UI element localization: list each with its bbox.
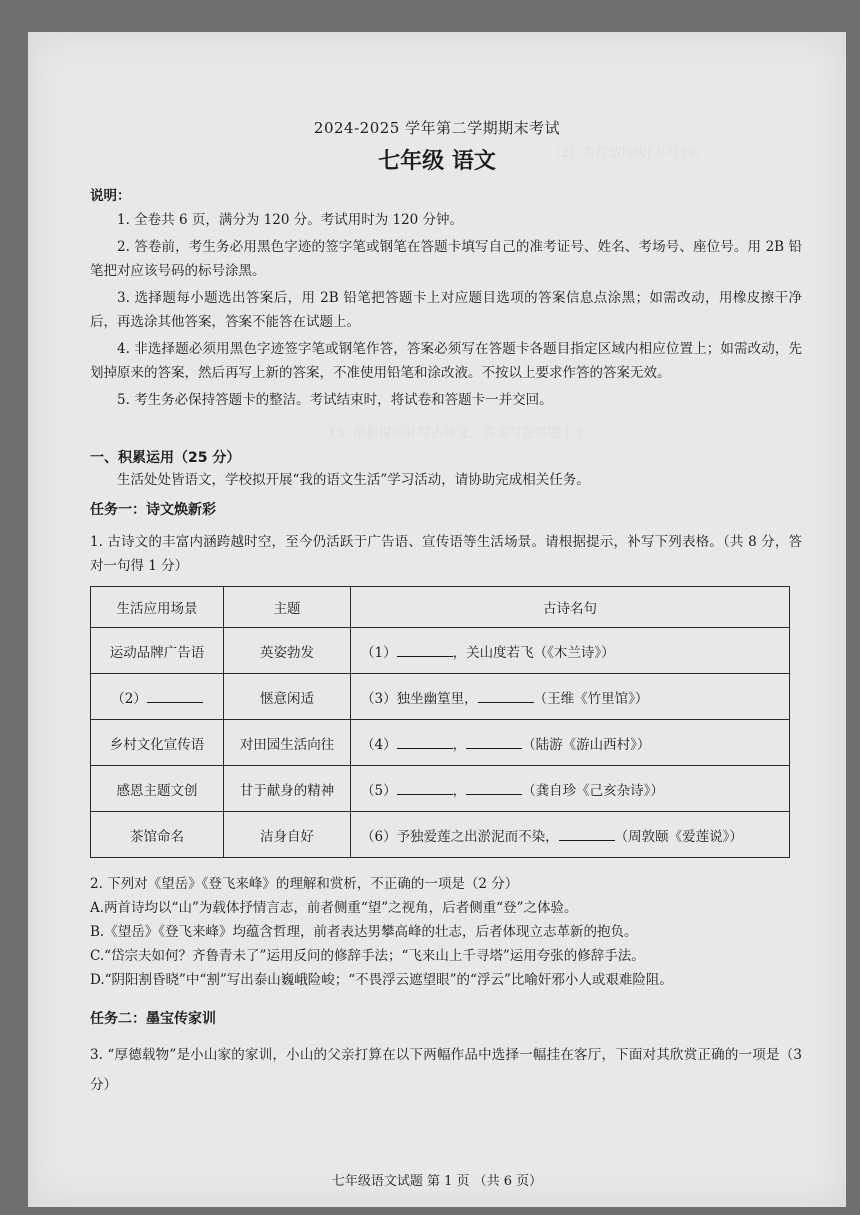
poem-cell <box>351 674 790 720</box>
scene-cell: 茶馆命名 <box>91 812 224 858</box>
poem-text: （5） <box>361 782 397 799</box>
answer-blank[interactable] <box>397 734 453 749</box>
table-header-row <box>91 587 790 628</box>
scene-text: （2） <box>111 690 147 707</box>
table-header: 生活应用场景 <box>91 587 224 628</box>
poem-text: ，关山度若飞（《木兰诗》） <box>452 644 615 661</box>
poem-cell <box>351 812 790 858</box>
task1-title: 任务一：诗文焕新彩 <box>90 502 216 518</box>
bleed-through-text: 15. 根据提示补写古诗文，答案写在答题卡上 <box>328 426 587 441</box>
theme-cell: 对田园生活向往 <box>224 720 351 766</box>
question-2 <box>90 872 802 992</box>
answer-blank[interactable] <box>397 642 453 657</box>
section-heading: 一、积累运用（25 分） <box>90 450 241 466</box>
answer-blank[interactable] <box>147 688 203 703</box>
scene-cell: 感恩主题文创 <box>91 766 224 812</box>
table-row <box>91 720 790 766</box>
scene-cell: 乡村文化宣传语 <box>91 720 224 766</box>
instruction-item: 3. 选择题每小题选出答案后，用 2B 铅笔把答题卡上对应题目选项的答案信息点涂黑；如需改动，用橡皮擦干净后，再选涂其他答案，答案不能答在试题上。 <box>90 290 802 330</box>
poem-text: （龚自珍《己亥杂诗》） <box>522 782 664 799</box>
bleed-through-text: （2）为打造班级门户口示 <box>548 146 700 161</box>
exam-title: 2024-2025 学年第二学期期末考试 <box>313 119 561 137</box>
option-c: C.“岱宗夫如何？齐鲁青未了”运用反问的修辞手法；“飞来山上千寻塔”运用夸张的修辞手法。 <box>90 948 645 964</box>
table-row <box>91 628 790 674</box>
poem-text: （3）独坐幽篁里， <box>361 690 478 707</box>
poem-text: （1） <box>361 644 397 661</box>
instruction-item: 2. 答卷前，考生务必用黑色字迹的签字笔或钢笔在答题卡填写自己的准考证号、姓名、考场号、座位号。用 2B 铅笔把对应该号码的标号涂黑。 <box>90 239 802 279</box>
poem-cell <box>351 628 790 674</box>
poem-cell <box>351 766 790 812</box>
scene-cell <box>91 674 224 720</box>
option-d: D.“阴阳割昏晓”中“割”写出泰山巍峨险峻；“不畏浮云遮望眼”的“浮云”比喻奸邪小人或艰难险阻。 <box>90 972 673 988</box>
subject-title: 七年级 语文 <box>378 149 496 174</box>
poem-text: ， <box>452 782 467 799</box>
poem-text: （6）予独爱莲之出淤泥而不染， <box>361 828 559 845</box>
exam-paper <box>28 32 846 1207</box>
section-intro: 生活处处皆语文，学校拟开展“我的语文生活”学习活动，请协助完成相关任务。 <box>117 472 590 488</box>
poem-text: （周敦颐《爱莲说》） <box>614 828 743 845</box>
answer-blank[interactable] <box>397 780 453 795</box>
option-a: A.两首诗均以“山”为载体抒情言志，前者侧重“望”之视角，后者侧重“登”之体验。 <box>90 900 578 916</box>
table-row <box>91 812 790 858</box>
theme-cell: 惬意闲适 <box>224 674 351 720</box>
theme-cell: 英姿勃发 <box>224 628 351 674</box>
theme-cell: 甘于献身的精神 <box>224 766 351 812</box>
poem-text: ， <box>452 736 467 753</box>
poem-cell <box>351 720 790 766</box>
instructions-list <box>90 208 802 415</box>
answer-blank[interactable] <box>478 688 534 703</box>
instruction-item: 4. 非选择题必须用黑色字迹签字笔或钢笔作答，答案必须写在答题卡各题目指定区域内相应位置上；如需改动，先划掉原来的答案，然后再写上新的答案，不准使用铅笔和涂改液。不按以上要求作答的答案无效。 <box>90 341 802 381</box>
question-2-stem: 2. 下列对《望岳》《登飞来峰》的理解和赏析，不正确的一项是（2 分） <box>90 876 519 892</box>
poem-table <box>90 586 790 858</box>
instructions-title: 说明： <box>90 188 131 204</box>
page-footer: 七年级语文试题 第 1 页 （共 6 页） <box>331 1174 543 1189</box>
question-1-stem: 1. 古诗文的丰富内涵跨越时空，至今仍活跃于广告语、宣传语等生活场景。请根据提示，补写下列表格。（共 8 分，答对一句得 1 分） <box>90 534 802 574</box>
table-row <box>91 766 790 812</box>
table-header: 古诗名句 <box>351 587 790 628</box>
poem-text: （陆游《游山西村》） <box>522 736 651 753</box>
answer-blank[interactable] <box>466 780 522 795</box>
answer-blank[interactable] <box>559 826 615 841</box>
option-b: B.《望岳》《登飞来峰》均蕴含哲理，前者表达男攀高峰的壮志，后者体现立志革新的抱负。 <box>90 924 638 940</box>
table-row <box>91 674 790 720</box>
theme-cell: 洁身自好 <box>224 812 351 858</box>
poem-text: （王维《竹里馆》） <box>533 690 649 707</box>
task2-title: 任务二：墨宝传家训 <box>90 1011 216 1027</box>
instruction-item: 1. 全卷共 6 页，满分为 120 分。考试用时为 120 分钟。 <box>117 212 464 228</box>
answer-blank[interactable] <box>466 734 522 749</box>
table-header: 主题 <box>224 587 351 628</box>
poem-text: （4） <box>361 736 397 753</box>
instruction-item: 5. 考生务必保持答题卡的整洁。考试结束时，将试卷和答题卡一并交回。 <box>117 392 553 408</box>
question-3-stem: 3. “厚德载物”是小山家的家训，小山的父亲打算在以下两幅作品中选择一幅挂在客厅，下面对其欣赏正确的一项是（3 分） <box>90 1047 802 1093</box>
scene-cell: 运动品牌广告语 <box>91 628 224 674</box>
